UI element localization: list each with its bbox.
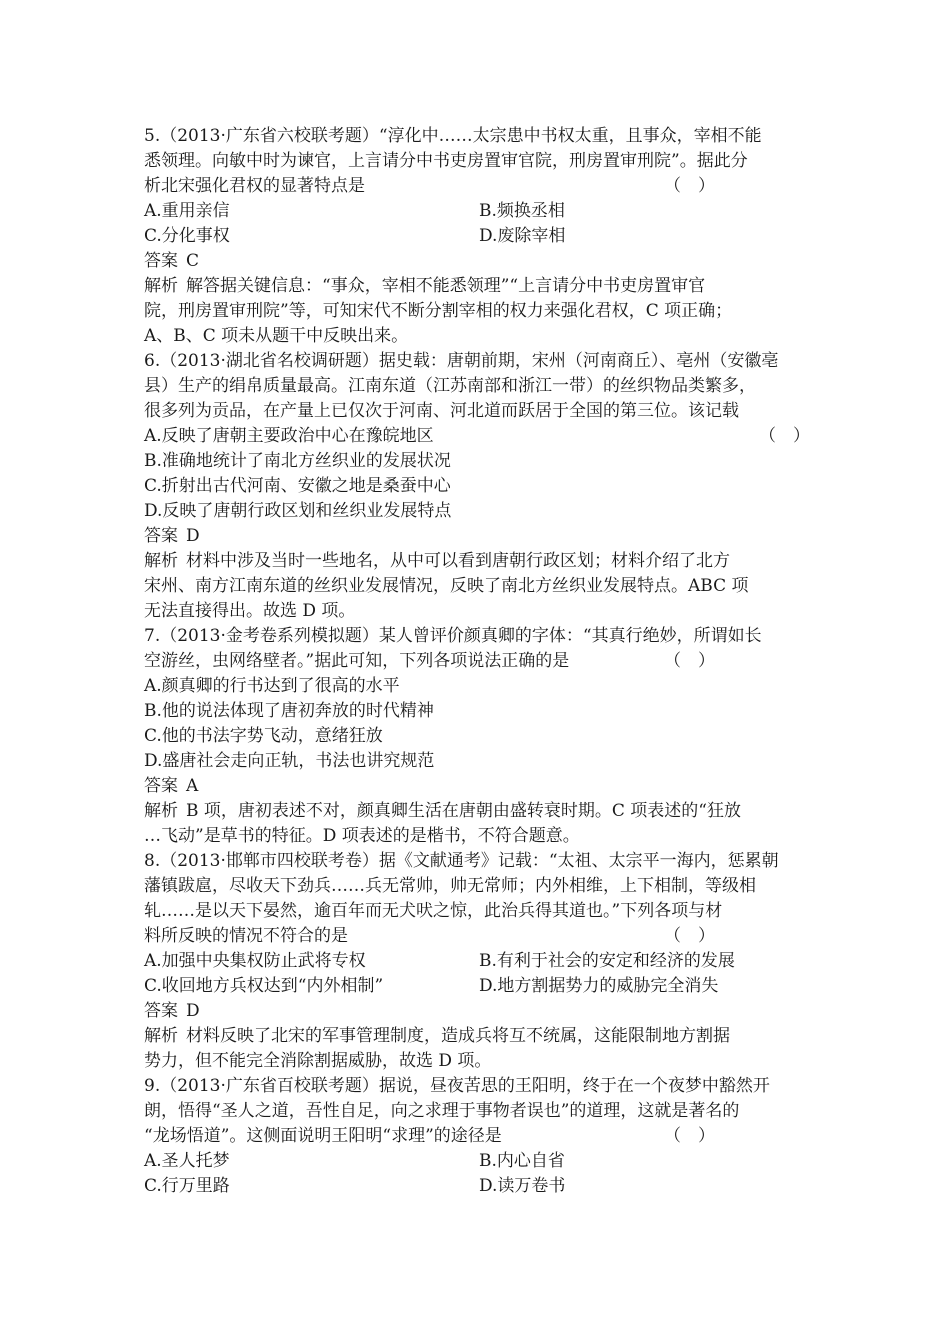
stem-text: 5.（2013·广东省六校联考题）“淳化中……太宗患中书权太重，且事众，宰相不能	[144, 126, 762, 146]
analysis-line	[144, 574, 810, 599]
answer-label: 答案	[144, 1001, 178, 1021]
analysis-line	[144, 824, 810, 849]
analysis-text: 无法直接得出。故选 D 项。	[144, 601, 356, 621]
stem-text: 料所反映的情况不符合的是	[144, 926, 348, 946]
analysis-label: 解析	[144, 551, 178, 571]
stem-text: 9.（2013·广东省百校联考题）据说，昼夜苦思的王阳明，终于在一个夜梦中豁然开	[144, 1076, 770, 1096]
analysis-line	[144, 549, 810, 574]
stem-text: 轧……是以天下晏然，逾百年而无犬吠之惊，此治兵得其道也。”下列各项与材	[144, 901, 723, 921]
stem-text: 朗，悟得“圣人之道，吾性自足，向之求理于事物者误也”的道理，这就是著名的	[144, 1101, 740, 1121]
question-stem-line	[144, 899, 810, 924]
question-stem-line	[144, 374, 810, 399]
option-item: C.折射出古代河南、安徽之地是桑蚕中心	[144, 476, 451, 496]
question-stem-line	[144, 1124, 810, 1149]
question-block	[144, 349, 810, 624]
answer-value: C	[186, 251, 200, 271]
analysis-text: 材料反映了北宋的军事管理制度，造成兵将互不统属，这能限制地方割据	[186, 1026, 730, 1046]
analysis-label: 解析	[144, 1026, 178, 1046]
question-stem-line	[144, 1074, 810, 1099]
analysis-text: 院，刑房置审刑院”等，可知宋代不断分割宰相的权力来强化君权，C 项正确；	[144, 301, 733, 321]
option-item: C.行万里路	[144, 1176, 230, 1196]
question-stem-line	[144, 874, 810, 899]
question-block	[144, 849, 810, 1074]
answer-line	[144, 999, 810, 1024]
analysis-text: 宋州、南方江南东道的丝织业发展情况，反映了南北方丝织业发展特点。ABC 项	[144, 576, 749, 596]
analysis-line	[144, 1049, 810, 1074]
question-block	[144, 624, 810, 849]
stem-text: 析北宋强化君权的显著特点是	[144, 176, 365, 196]
option-item: B.有利于社会的安定和经济的发展	[479, 951, 735, 971]
options-grid	[144, 199, 810, 249]
stem-text: 7.（2013·金考卷系列模拟题）某人曾评价颜真卿的字体：“其真行绝妙，所谓如长	[144, 626, 762, 646]
analysis-line	[144, 274, 810, 299]
question-block	[144, 124, 810, 349]
stem-text: 8.（2013·邯郸市四校联考卷）据《文献通考》记载：“太祖、太宗平一海内，惩累朝	[144, 851, 779, 871]
stem-text: 很多列为贡品，在产量上已仅次于河南、河北道而跃居于全国的第三位。该记载	[144, 401, 739, 421]
stem-text: 空游丝，虫网络壁者。”据此可知，下列各项说法正确的是	[144, 651, 570, 671]
question-stem-line	[144, 1099, 810, 1124]
option-item: A.圣人托梦	[144, 1151, 230, 1171]
option-item: D.盛唐社会走向正轨，书法也讲究规范	[144, 751, 435, 771]
analysis-line	[144, 799, 810, 824]
answer-blank: （ ）	[664, 651, 715, 671]
options-grid	[144, 1149, 810, 1199]
stem-text: 县）生产的绢帛质量最高。江南东道（江苏南部和浙江一带）的丝织物品类繁多，	[144, 376, 756, 396]
option-item: C.分化事权	[144, 226, 230, 246]
question-block	[144, 1074, 810, 1199]
question-stem-line	[144, 649, 810, 674]
option-item: D.读万卷书	[479, 1176, 566, 1196]
question-stem-line	[144, 399, 810, 424]
option-item: A.重用亲信	[144, 201, 230, 221]
option-item: A.反映了唐朝主要政治中心在豫皖地区	[144, 426, 434, 446]
analysis-text: 势力，但不能完全消除割据威胁，故选 D 项。	[144, 1051, 492, 1071]
stem-text: 6.（2013·湖北省名校调研题）据史载：唐朝前期，宋州（河南商丘）、亳州（安徽亳	[144, 351, 779, 371]
question-stem-line	[144, 624, 810, 649]
option-item: D.反映了唐朝行政区划和丝织业发展特点	[144, 501, 452, 521]
question-stem-line	[144, 924, 810, 949]
option-item: B.他的说法体现了唐初奔放的时代精神	[144, 701, 434, 721]
analysis-label: 解析	[144, 276, 178, 296]
analysis-line	[144, 1024, 810, 1049]
answer-line	[144, 774, 810, 799]
answer-blank: （ ）	[664, 176, 715, 196]
option-item: C.收回地方兵权达到“内外相制”	[144, 976, 384, 996]
answer-line	[144, 249, 810, 274]
stem-text: “龙场悟道”。这侧面说明王阳明“求理”的途径是	[144, 1126, 502, 1146]
analysis-label: 解析	[144, 801, 178, 821]
option-item: C.他的书法字势飞动，意绪狂放	[144, 726, 383, 746]
option-item: B.内心自省	[479, 1151, 565, 1171]
analysis-line	[144, 299, 810, 324]
question-stem-line	[144, 849, 810, 874]
option-item: D.地方割据势力的威胁完全消失	[479, 976, 719, 996]
analysis-text: …飞动”是草书的特征。D 项表述的是楷书，不符合题意。	[144, 826, 580, 846]
stem-text: 藩镇跋扈，尽收天下劲兵……兵无常帅，帅无常师；内外相维，上下相制，等级相	[144, 876, 756, 896]
answer-value: D	[186, 526, 200, 546]
option-item: B.频换丞相	[479, 201, 565, 221]
analysis-text: B 项，唐初表述不对，颜真卿生活在唐朝由盛转衰时期。C 项表述的“狂放	[186, 801, 741, 821]
stem-text: 悉领理。向敏中时为谏官，上言请分中书吏房置审官院，刑房置审刑院”。据此分	[144, 151, 748, 171]
answer-label: 答案	[144, 251, 178, 271]
answer-label: 答案	[144, 526, 178, 546]
analysis-text: 材料中涉及当时一些地名，从中可以看到唐朝行政区划；材料介绍了北方	[186, 551, 730, 571]
answer-blank: （ ）	[664, 1126, 715, 1146]
question-stem-line	[144, 124, 810, 149]
answer-value: D	[186, 1001, 200, 1021]
option-item: D.废除宰相	[479, 226, 566, 246]
option-item: A.颜真卿的行书达到了很高的水平	[144, 676, 400, 696]
option-item: A.加强中央集权防止武将专权	[144, 951, 366, 971]
options-grid	[144, 949, 810, 999]
answer-label: 答案	[144, 776, 178, 796]
option-item: B.准确地统计了南北方丝织业的发展状况	[144, 451, 451, 471]
document-body	[144, 124, 810, 1199]
analysis-text: 解答据关键信息：“事众，宰相不能悉领理”“上言请分中书吏房置审官	[186, 276, 706, 296]
analysis-line	[144, 599, 810, 624]
answer-blank: （ ）	[759, 426, 810, 446]
answer-blank: （ ）	[664, 926, 715, 946]
question-stem-line	[144, 349, 810, 374]
analysis-line	[144, 324, 810, 349]
answer-value: A	[186, 776, 199, 796]
question-stem-line	[144, 149, 810, 174]
answer-line	[144, 524, 810, 549]
question-stem-line	[144, 174, 810, 199]
analysis-text: A、B、C 项未从题干中反映出来。	[144, 326, 409, 346]
